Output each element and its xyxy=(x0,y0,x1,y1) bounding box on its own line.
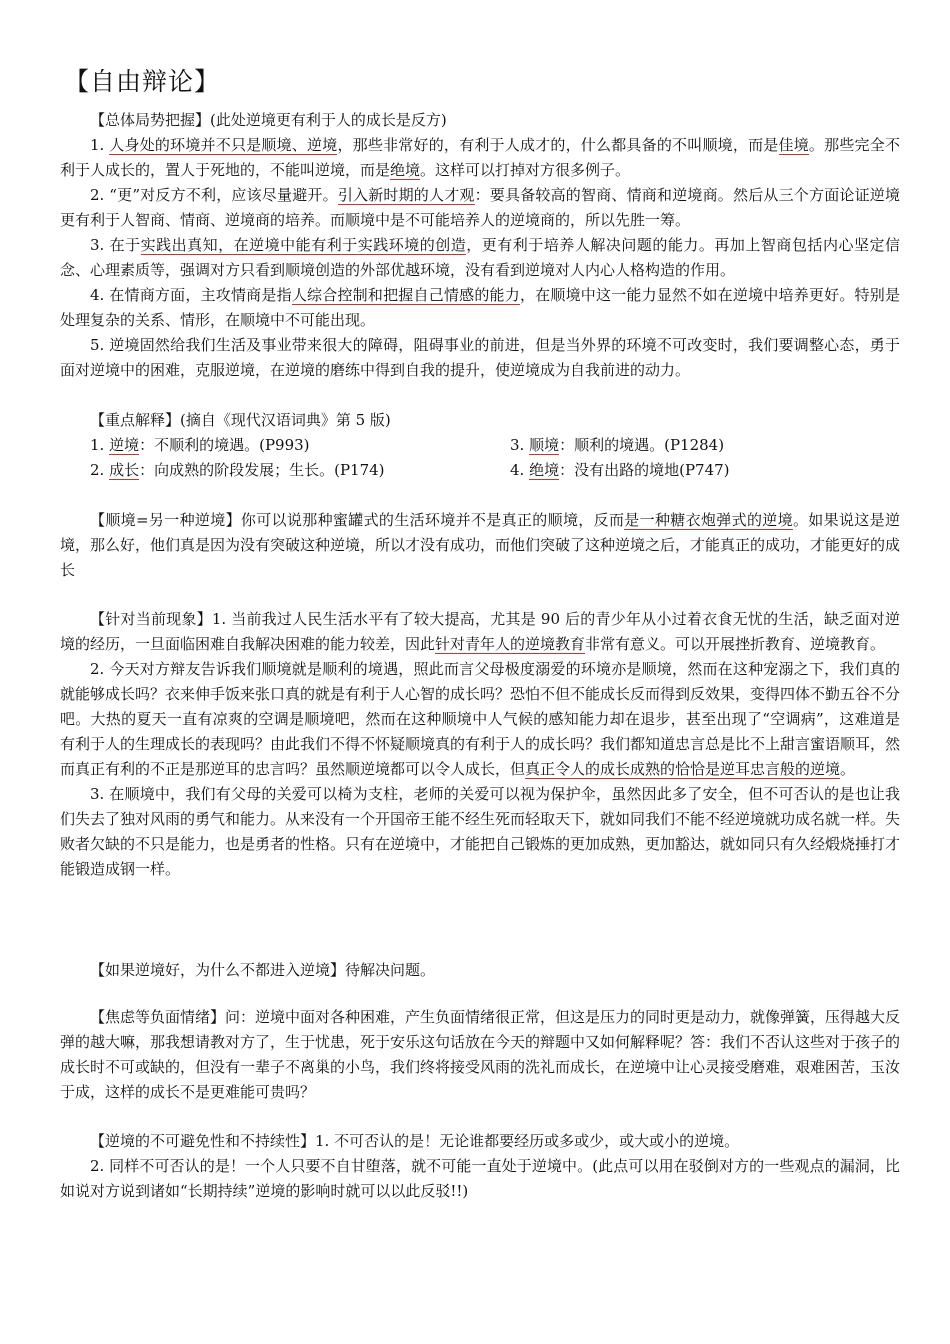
underlined-phrase: 人综合控制和把握自己情感的能力 xyxy=(291,286,520,304)
definition-item: 1. 逆境：不顺利的境遇。(P993) xyxy=(90,436,310,454)
section-heading: 【总体局势把握】(此处逆境更有利于人的成长是反方) xyxy=(90,111,447,129)
section-favorable-as-adversity xyxy=(60,508,900,583)
section-negative-emotions xyxy=(60,1005,900,1105)
definition-term: 绝境 xyxy=(529,461,560,479)
paragraph-2: 2. 今天对方辩友告诉我们顺境就是顺利的境遇，照此而言父母极度溺爱的环境亦是顺境，然而在这种宠溺之下，我们真的就能够成长吗？衣来伸手饭来张口真的就是有利于人心智的成长吗？恐怕不但不能成长反而得到反效果，变得四体不勤五谷不分吧。大热的夏天一直有凉爽的空调是顺境吧，然而在这种顺境中人气候的感知能力却在退步，甚至出现了“空调病”，这难道是有利于人的生理成长的表现吗？由此我们不得不怀疑顺境真的有利于人的成长吗？我们都知道忠言总是比不上甜言蜜语顺耳，然而真正有利的不正是那逆耳的忠言吗？虽然顺逆境都可以令人成长，但真正令人的成长成熟的恰恰是逆耳忠言般的逆境。 xyxy=(60,660,901,778)
paragraph: 【如果逆境好，为什么不都进入逆境】待解决问题。 xyxy=(90,961,436,979)
section-current-phenomena xyxy=(60,607,900,882)
paragraph-4: 4. 在情商方面，主攻情商是指人综合控制和把握自己情感的能力，在顺境中这一能力显然不如在逆境中培养更好。特别是处理复杂的关系、情形，在顺境中不可能出现。 xyxy=(60,286,900,329)
definition-term: 顺境 xyxy=(529,436,560,454)
section-open-question xyxy=(60,958,900,983)
paragraph-5: 5. 逆境固然给我们生活及事业带来很大的障碍，阻碍事业的前进，但是当外界的环境不可改变时，我们要调整心态，勇于面对逆境中的困难，克服逆境，在逆境的磨练中得到自我的提升，使逆境成为自我前进的动力。 xyxy=(60,336,900,379)
paragraph-1: 1. 人身处的环境并不只是顺境、逆境，那些非常好的，有利于人成才的，什么都具备的不叫顺境，而是佳境。那些完全不利于人成长的，置人于死地的，不能叫逆境，而是绝境。这样可以打掉对方很多例子。 xyxy=(60,136,900,179)
section-overall-situation xyxy=(60,108,900,383)
paragraph-3: 3. 在于实践出真知，在逆境中能有利于实践环境的创造，更有利于培养人解决问题的能力。再加上智商包括内心坚定信念、心理素质等，强调对方只看到顺境创造的外部优越环境，没有看到逆境对人内心人格构造的作用。 xyxy=(60,236,900,279)
paragraph: 【顺境=另一种逆境】你可以说那种蜜罐式的生活环境并不是真正的顺境，反而是一种糖衣炮弹式的逆境。如果说这是逆境，那么好，他们真是因为没有突破这种逆境，所以才没有成功，而他们突破了这种逆境之后，才能真正的成功，才能更好的成长 xyxy=(60,511,901,579)
paragraph-3: 3. 在顺境中，我们有父母的关爱可以椅为支柱，老师的关爱可以视为保护伞，虽然因此多了安全，但不可否认的是也让我们失去了独对风雨的勇气和能力。从来没有一个开国帝王能不经生死而轻取天下，就如同我们不能不经逆境就功成名就一样。失败者欠缺的不只是能力，也是勇者的性格。只有在逆境中，才能把自己锻炼的更加成熟，更加豁达，就如同只有久经煅烧捶打才能锻造成钢一样。 xyxy=(60,785,901,878)
paragraph-1: 【逆境的不可避免性和不持续性】1. 不可否认的是！无论谁都要经历或多或少，或大或小的逆境。 xyxy=(90,1132,740,1150)
underlined-phrase: 真正令人的成长成熟的恰恰是逆耳忠言般的逆境 xyxy=(525,760,841,778)
definition-term: 成长 xyxy=(109,461,140,479)
underlined-phrase: 引入新时期的人才观 xyxy=(337,186,475,204)
underlined-phrase: 实践出真知，在逆境中能有利于实践环境的创造 xyxy=(140,236,467,254)
definition-item: 4. 绝境：没有出路的境地(P747) xyxy=(510,461,730,479)
paragraph-2: 2. 同样不可否认的是！一个人只要不自甘堕落，就不可能一直处于逆境中。(此点可以用在驳倒对方的一些观点的漏洞，比如说对方说到诸如“长期持续”逆境的影响时就可以以此反驳!!) xyxy=(60,1157,900,1200)
section-heading: 【重点解释】(摘自《现代汉语词典》第 5 版) xyxy=(90,411,391,429)
section-inevitability xyxy=(60,1129,900,1204)
page-title: 【自由辩论】 xyxy=(64,67,221,96)
underlined-phrase: 佳境 xyxy=(778,136,809,154)
definition-item: 3. 顺境：顺利的境遇。(P1284) xyxy=(510,436,725,454)
paragraph-1: 【针对当前现象】1. 当前我过人民生活水平有了较大提高，尤其是 90 后的青少年从小过着衣食无忧的生活，缺乏面对逆境的经历，一旦面临困难自我解决困难的能力较差，因此针对青年人的逆境教育非常有意义。可以开展挫折教育、逆境教育。 xyxy=(60,610,900,653)
underlined-phrase: 绝境 xyxy=(390,161,421,179)
underlined-phrase: 是一种糖衣炮弹式的逆境 xyxy=(624,511,793,529)
paragraph-2: 2. “更”对反方不利，应该尽量避开。引入新时期的人才观：要具备较高的智商、情商和逆境商。然后从三个方面论证逆境更有利于人智商、情商、逆境商的培养。而顺境中是不可能培养人的逆境商的，所以先胜一筹。 xyxy=(60,186,900,229)
definition-item: 2. 成长：向成熟的阶段发展；生长。(P174) xyxy=(90,461,385,479)
paragraph: 【焦虑等负面情绪】问：逆境中面对各种困难，产生负面情绪很正常，但这是压力的同时更是动力，就像弹簧，压得越大反弹的越大嘛，那我想请教对方了，生于忧患，死于安乐这句话放在今天的辩题中又如何解释呢？答：我们不否认这些对于孩子的成长时不可或缺的，但没有一辈子不离巢的小鸟，我们终将接受风雨的洗礼而成长，在逆境中让心灵接受磨难，艰难困苦，玉汝于成，这样的成长不是更难能可贵吗？ xyxy=(60,1008,901,1101)
definition-term: 逆境 xyxy=(109,436,140,454)
section-key-definitions xyxy=(60,408,900,483)
underlined-phrase: 针对青年人的逆境教育 xyxy=(435,635,586,653)
underlined-phrase: 人身处的环境并不只是顺境、逆境 xyxy=(109,136,338,154)
